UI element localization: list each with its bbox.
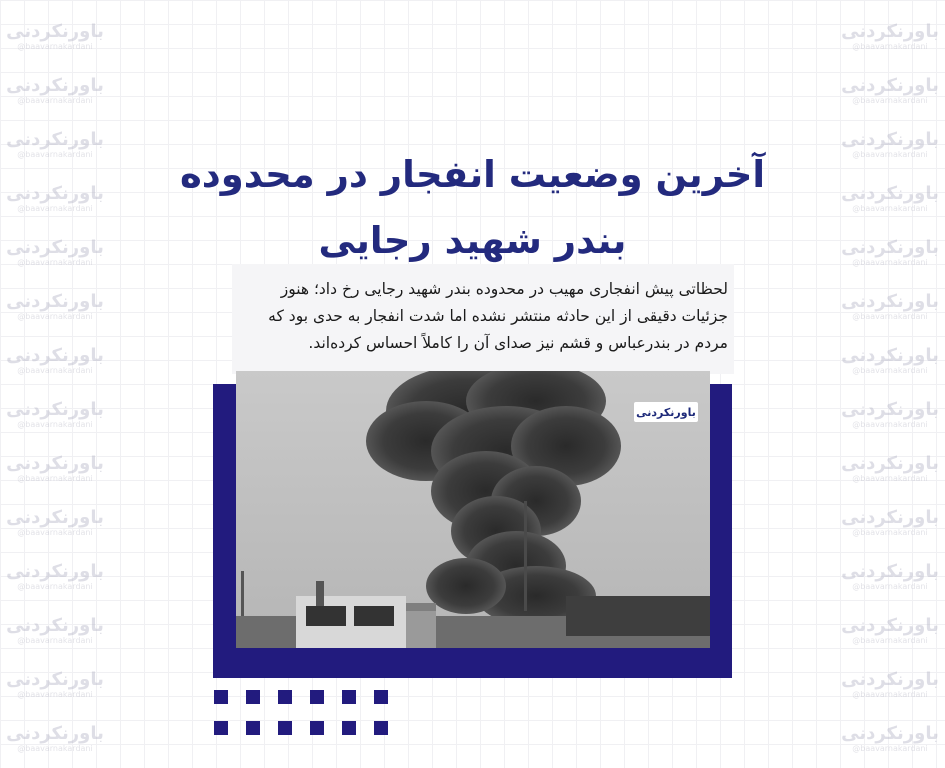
watermark-handle: @baavarnakardani [852,474,928,483]
watermark-logo: باورنکردنی [841,669,939,690]
watermark-handle: @baavarnakardani [852,312,928,321]
watermark [0,552,110,600]
watermark [835,660,945,708]
watermark-column-right [835,0,945,768]
watermark-logo: باورنکردنی [6,507,104,528]
watermark-handle: @baavarnakardani [17,744,93,753]
watermark-logo: باورنکردنی [841,237,939,258]
watermark [0,606,110,654]
watermark [835,444,945,492]
watermark-logo: باورنکردنی [6,561,104,582]
watermark-handle: @baavarnakardani [17,96,93,105]
watermark [0,444,110,492]
watermark-logo: باورنکردنی [6,723,104,744]
watermark-logo: باورنکردنی [841,561,939,582]
dot [310,721,324,735]
photo-logo: باورنکردنی [634,402,698,422]
watermark [0,66,110,114]
watermark-logo: باورنکردنی [6,183,104,204]
dot [246,721,260,735]
tarp-truck [566,596,710,636]
watermark [835,390,945,438]
dot [342,690,356,704]
watermark-logo: باورنکردنی [841,183,939,204]
watermark [0,714,110,762]
decorative-dot-grid [214,690,388,735]
watermark [835,66,945,114]
watermark [835,282,945,330]
watermark-handle: @baavarnakardani [852,420,928,429]
watermark [835,714,945,762]
watermark-logo: باورنکردنی [6,291,104,312]
watermark-logo: باورنکردنی [841,75,939,96]
watermark-logo: باورنکردنی [6,453,104,474]
watermark-logo: باورنکردنی [6,399,104,420]
watermark [0,228,110,276]
watermark-handle: @baavarnakardani [852,744,928,753]
watermark-logo: باورنکردنی [841,723,939,744]
watermark-handle: @baavarnakardani [852,366,928,375]
dot [278,690,292,704]
watermark [0,390,110,438]
watermark [0,660,110,708]
watermark-handle: @baavarnakardani [17,420,93,429]
watermark-handle: @baavarnakardani [852,42,928,51]
dot [374,721,388,735]
dot [374,690,388,704]
watermark-handle: @baavarnakardani [17,150,93,159]
watermark-handle: @baavarnakardani [852,258,928,267]
watermark-handle: @baavarnakardani [852,96,928,105]
watermark [835,336,945,384]
headline-line-1: آخرین وضعیت انفجار در محدوده [179,153,766,196]
watermark-logo: باورنکردنی [6,615,104,636]
watermark [835,552,945,600]
watermark-handle: @baavarnakardani [17,636,93,645]
watermark-handle: @baavarnakardani [852,528,928,537]
watermark-logo: باورنکردنی [841,291,939,312]
explosion-photo [236,371,710,648]
dot [310,690,324,704]
watermark-handle: @baavarnakardani [17,366,93,375]
watermark [0,282,110,330]
watermark-logo: باورنکردنی [841,345,939,366]
dot [246,690,260,704]
watermark-logo: باورنکردنی [6,21,104,42]
dot [278,721,292,735]
watermark [835,12,945,60]
watermark-column-left [0,0,110,768]
watermark-logo: باورنکردنی [841,507,939,528]
watermark-logo: باورنکردنی [841,129,939,150]
watermark-logo: باورنکردنی [841,453,939,474]
watermark [0,336,110,384]
watermark-handle: @baavarnakardani [17,312,93,321]
watermark [0,498,110,546]
dot [214,690,228,704]
watermark [0,174,110,222]
dot [342,721,356,735]
watermark-handle: @baavarnakardani [17,258,93,267]
lead-paragraph: لحظاتی پیش انفجاری مهیب در محدوده بندر شهید رجایی رخ داد؛ هنوز جزئیات دقیقی از این حادثه منتشر نشده اما شدت انفجار به حدی بود که مردم در بندرعباس و قشم نیز صدای آن را کاملاً احساس کرده‌اند. [268,280,728,352]
watermark [835,120,945,168]
light-pole [524,501,527,611]
watermark-handle: @baavarnakardani [17,204,93,213]
watermark-handle: @baavarnakardani [17,582,93,591]
watermark [835,174,945,222]
watermark-handle: @baavarnakardani [17,690,93,699]
watermark-handle: @baavarnakardani [852,690,928,699]
watermark-logo: باورنکردنی [6,669,104,690]
headline [150,142,795,274]
watermark-handle: @baavarnakardani [852,204,928,213]
watermark-logo: باورنکردنی [841,21,939,42]
watermark-logo: باورنکردنی [6,129,104,150]
watermark [0,12,110,60]
watermark-handle: @baavarnakardani [852,636,928,645]
watermark-handle: @baavarnakardani [852,150,928,159]
watermark-logo: باورنکردنی [6,345,104,366]
watermark-handle: @baavarnakardani [17,42,93,51]
watermark-handle: @baavarnakardani [17,474,93,483]
watermark [835,228,945,276]
watermark [835,498,945,546]
watermark [0,120,110,168]
watermark-logo: باورنکردنی [6,237,104,258]
watermark-handle: @baavarnakardani [852,582,928,591]
watermark-logo: باورنکردنی [841,399,939,420]
watermark-logo: باورنکردنی [6,75,104,96]
dot [214,721,228,735]
watermark-logo: باورنکردنی [841,615,939,636]
watermark-handle: @baavarnakardani [17,528,93,537]
watermark [835,606,945,654]
headline-line-2: بندر شهید رجایی [318,219,627,262]
